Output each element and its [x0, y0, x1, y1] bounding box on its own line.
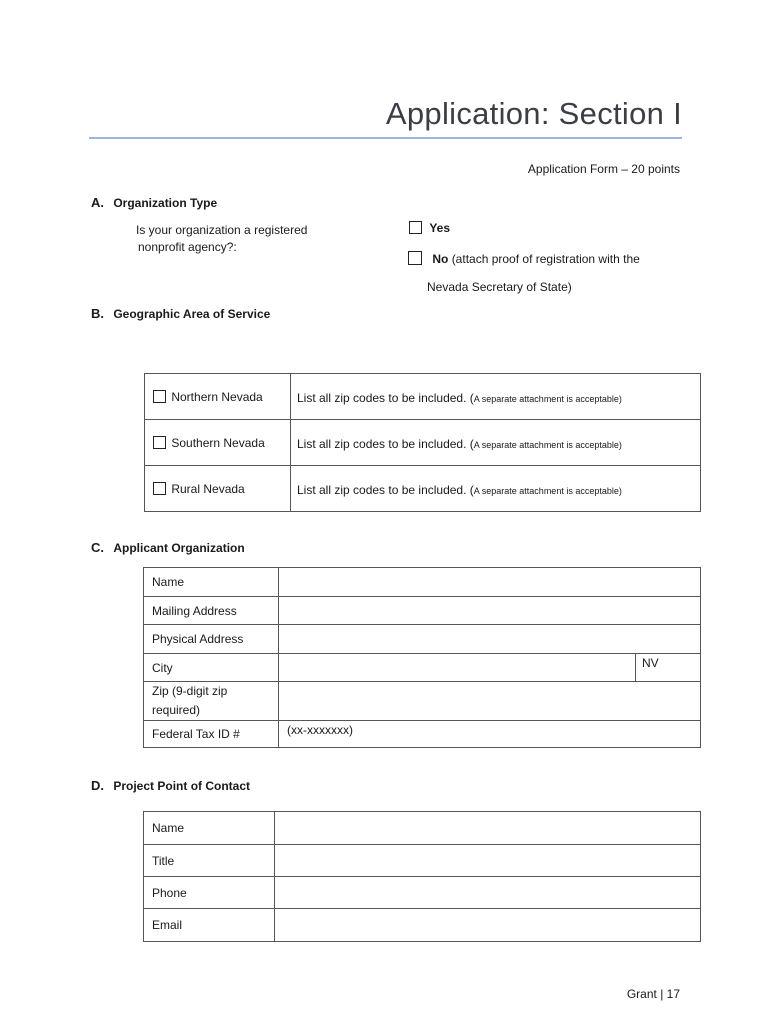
table-row	[144, 654, 701, 682]
area-label: Rural Nevada	[171, 481, 245, 496]
table-row	[144, 909, 701, 942]
physical-address-field[interactable]	[279, 625, 701, 654]
section-d-title: Project Point of Contact	[113, 779, 251, 793]
field-label: Name	[144, 568, 279, 597]
southern-nevada-checkbox[interactable]	[153, 436, 166, 449]
no-option[interactable]	[408, 251, 640, 266]
nonprofit-question-line2: nonprofit agency?:	[138, 240, 237, 254]
section-d-heading	[91, 778, 250, 793]
field-label: Title	[144, 845, 275, 877]
zip-codes-field-rural[interactable]	[291, 466, 701, 512]
rural-nevada-checkbox[interactable]	[153, 482, 166, 495]
applicant-organization-table	[143, 567, 701, 748]
state-field[interactable]: NV	[636, 654, 701, 682]
table-row	[144, 877, 701, 909]
geographic-area-table	[144, 373, 701, 512]
table-row	[144, 812, 701, 845]
table-row	[145, 466, 701, 512]
zip-codes-field-northern[interactable]	[291, 374, 701, 420]
mailing-address-field[interactable]	[279, 597, 701, 625]
attachment-note: A separate attachment is acceptable)	[473, 439, 622, 450]
table-row	[144, 682, 701, 721]
area-option-rural[interactable]	[145, 466, 291, 512]
no-label: No	[432, 252, 449, 266]
title-divider	[89, 137, 682, 139]
section-c-heading	[91, 540, 245, 555]
table-row	[144, 597, 701, 625]
tax-id-field[interactable]	[279, 721, 701, 748]
field-label: Email	[144, 909, 275, 942]
area-option-northern[interactable]	[145, 374, 291, 420]
zip-codes-field-southern[interactable]	[291, 420, 701, 466]
zip-label	[144, 682, 279, 721]
field-label: Federal Tax ID #	[144, 721, 279, 748]
area-option-southern[interactable]	[145, 420, 291, 466]
field-label: Mailing Address	[144, 597, 279, 625]
no-note: (attach proof of registration with the	[451, 252, 640, 266]
table-row	[144, 721, 701, 748]
attachment-note: A separate attachment is acceptable)	[473, 485, 622, 496]
table-row	[144, 625, 701, 654]
contact-title-field[interactable]	[275, 845, 701, 877]
field-label: Name	[144, 812, 275, 845]
section-c-title: Applicant Organization	[113, 541, 245, 555]
zip-instruction: List all zip codes to be included. (	[297, 390, 474, 405]
tax-id-placeholder: (xx-xxxxxxx)	[287, 723, 353, 737]
org-name-field[interactable]	[279, 568, 701, 597]
yes-option[interactable]	[409, 221, 450, 235]
zip-instruction: List all zip codes to be included. (	[297, 482, 474, 497]
contact-phone-field[interactable]	[275, 877, 701, 909]
nonprofit-question-line1: Is your organization a registered	[136, 223, 308, 237]
section-a-letter: A.	[91, 195, 104, 210]
section-c-letter: C.	[91, 540, 104, 555]
city-field[interactable]	[279, 654, 636, 682]
attachment-note: A separate attachment is acceptable)	[473, 393, 622, 404]
field-label: Physical Address	[144, 625, 279, 654]
field-label: Phone	[144, 877, 275, 909]
contact-email-field[interactable]	[275, 909, 701, 942]
table-row	[145, 374, 701, 420]
field-label: City	[144, 654, 279, 682]
area-label: Southern Nevada	[171, 435, 265, 450]
section-d-letter: D.	[91, 778, 104, 793]
zip-label-line1: Zip (9-digit zip	[152, 684, 228, 698]
no-note-line2: Nevada Secretary of State)	[427, 280, 572, 294]
page-footer: Grant | 17	[626, 987, 680, 1001]
section-b-letter: B.	[91, 306, 104, 321]
yes-label: Yes	[429, 221, 451, 235]
page-title: Application: Section I	[385, 96, 682, 131]
table-row	[145, 420, 701, 466]
form-subtitle: Application Form – 20 points	[527, 162, 680, 176]
zip-label-line2: required)	[152, 703, 201, 717]
area-label: Northern Nevada	[171, 389, 263, 404]
no-checkbox[interactable]	[408, 251, 422, 265]
section-b-title: Geographic Area of Service	[113, 307, 271, 321]
zip-field[interactable]	[279, 682, 701, 721]
zip-instruction: List all zip codes to be included. (	[297, 436, 474, 451]
yes-checkbox[interactable]	[409, 221, 422, 234]
section-b-heading	[91, 306, 270, 321]
northern-nevada-checkbox[interactable]	[153, 390, 166, 403]
section-a-title: Organization Type	[113, 196, 218, 210]
point-of-contact-table	[143, 811, 701, 942]
section-a-heading	[91, 195, 217, 210]
table-row	[144, 845, 701, 877]
contact-name-field[interactable]	[275, 812, 701, 845]
table-row	[144, 568, 701, 597]
